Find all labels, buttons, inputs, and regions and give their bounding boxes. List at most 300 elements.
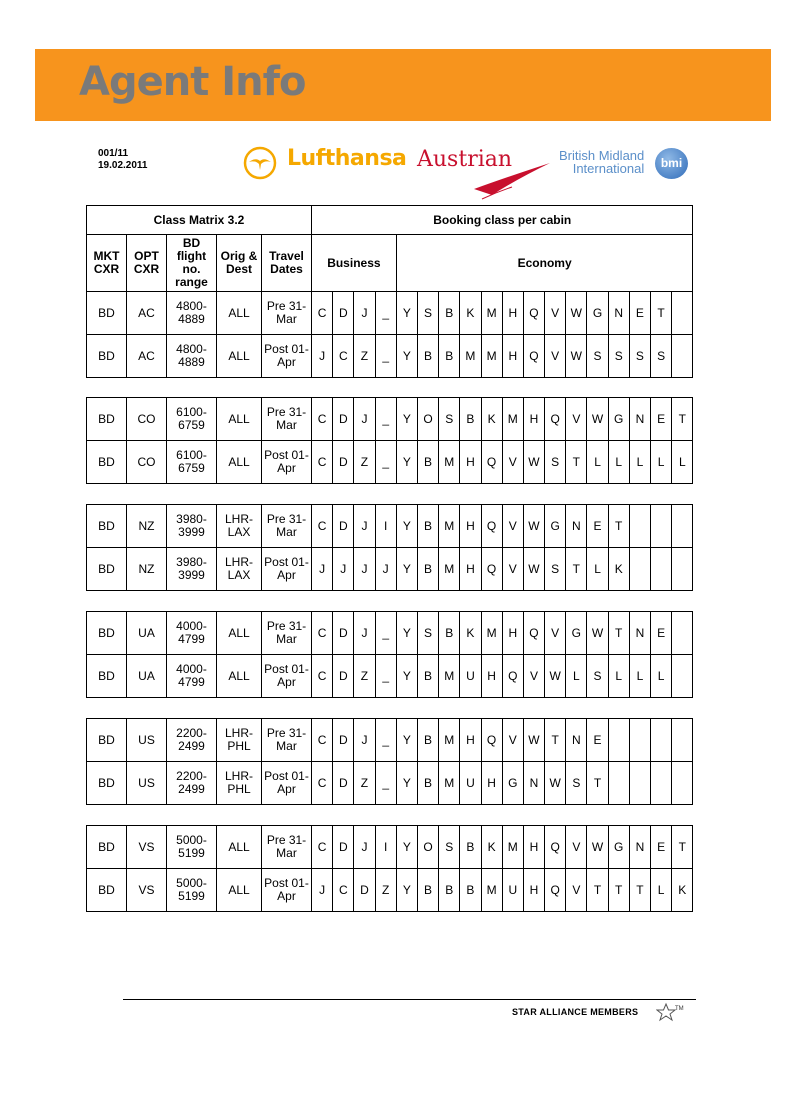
cell-flight-range: 2200-2499	[167, 719, 217, 762]
cell-booking-class: Y	[396, 548, 417, 591]
cell-orig-dest: ALL	[217, 869, 262, 912]
cell-booking-class: E	[629, 292, 650, 335]
cell-orig-dest: ALL	[217, 655, 262, 698]
cell-booking-class: D	[333, 762, 354, 805]
cell-mkt-cxr: BD	[87, 398, 127, 441]
cell-booking-class: _	[375, 398, 396, 441]
cell-booking-class	[672, 762, 693, 805]
cell-booking-class: L	[651, 655, 672, 698]
cell-booking-class: L	[651, 441, 672, 484]
cell-booking-class: N	[523, 762, 544, 805]
cell-booking-class: T	[587, 762, 608, 805]
table-row	[87, 505, 693, 548]
cell-orig-dest: ALL	[217, 398, 262, 441]
cell-booking-class: S	[545, 441, 566, 484]
cell-mkt-cxr: BD	[87, 655, 127, 698]
cell-booking-class: W	[523, 548, 544, 591]
cell-booking-class: D	[333, 292, 354, 335]
cell-opt-cxr: NZ	[127, 548, 167, 591]
cell-booking-class: H	[523, 826, 544, 869]
table-row	[87, 869, 693, 912]
cell-booking-class: L	[629, 441, 650, 484]
bmi-logo-text: British Midland International	[559, 148, 645, 176]
header-economy: Economy	[396, 235, 693, 292]
cell-booking-class: S	[545, 548, 566, 591]
class-matrix-table	[86, 611, 693, 698]
cell-booking-class: C	[312, 441, 333, 484]
cell-flight-range: 5000-5199	[167, 869, 217, 912]
cell-booking-class: B	[417, 655, 438, 698]
cell-orig-dest: ALL	[217, 441, 262, 484]
cell-opt-cxr: UA	[127, 655, 167, 698]
cell-opt-cxr: UA	[127, 612, 167, 655]
cell-travel-dates: Post 01-Apr	[262, 762, 312, 805]
cell-booking-class: Z	[354, 762, 375, 805]
cell-flight-range: 4800-4889	[167, 335, 217, 378]
cell-booking-class: Q	[481, 505, 502, 548]
cell-booking-class: C	[333, 869, 354, 912]
cell-booking-class	[651, 719, 672, 762]
cell-booking-class: M	[439, 548, 460, 591]
cell-mkt-cxr: BD	[87, 548, 127, 591]
table-row	[87, 398, 693, 441]
cell-orig-dest: ALL	[217, 335, 262, 378]
cell-booking-class: G	[566, 612, 587, 655]
cell-booking-class: L	[587, 548, 608, 591]
cell-booking-class: Z	[354, 335, 375, 378]
cell-booking-class	[672, 655, 693, 698]
class-matrix-table	[86, 718, 693, 805]
svg-text:TM: TM	[675, 1006, 684, 1012]
cell-booking-class: H	[460, 719, 481, 762]
cell-booking-class: Q	[481, 548, 502, 591]
table-row	[87, 335, 693, 378]
cell-flight-range: 6100-6759	[167, 441, 217, 484]
cell-booking-class	[608, 762, 629, 805]
lufthansa-crane-icon	[240, 145, 280, 181]
austrian-logo: Austrian	[417, 147, 513, 172]
cell-booking-class: Q	[502, 655, 523, 698]
cell-orig-dest: LHR-LAX	[217, 505, 262, 548]
cell-booking-class: S	[417, 292, 438, 335]
cell-orig-dest: ALL	[217, 826, 262, 869]
cell-booking-class: M	[460, 335, 481, 378]
cell-booking-class: I	[375, 826, 396, 869]
document-reference	[98, 148, 148, 172]
cell-booking-class	[651, 505, 672, 548]
cell-booking-class: _	[375, 719, 396, 762]
cell-booking-class: L	[608, 655, 629, 698]
cell-mkt-cxr: BD	[87, 762, 127, 805]
cell-opt-cxr: US	[127, 762, 167, 805]
cell-travel-dates: Post 01-Apr	[262, 869, 312, 912]
table-row	[87, 612, 693, 655]
cell-booking-class: K	[481, 398, 502, 441]
header-orig-dest: Orig & Dest	[217, 235, 262, 292]
cell-booking-class: V	[502, 505, 523, 548]
cell-booking-class: T	[545, 719, 566, 762]
cell-booking-class: E	[587, 505, 608, 548]
cell-booking-class: B	[439, 292, 460, 335]
cell-booking-class: M	[439, 762, 460, 805]
document-number: 001/11	[98, 148, 129, 159]
header-travel-dates: Travel Dates	[262, 235, 312, 292]
cell-booking-class: W	[523, 719, 544, 762]
cell-booking-class: N	[566, 505, 587, 548]
cell-booking-class: V	[523, 655, 544, 698]
cell-booking-class: L	[587, 441, 608, 484]
cell-booking-class: S	[651, 335, 672, 378]
cell-mkt-cxr: BD	[87, 826, 127, 869]
cell-booking-class: _	[375, 612, 396, 655]
cell-booking-class: Q	[481, 719, 502, 762]
class-matrix-table	[86, 397, 693, 484]
cell-travel-dates: Post 01-Apr	[262, 335, 312, 378]
cell-booking-class: _	[375, 441, 396, 484]
cell-booking-class	[651, 762, 672, 805]
cell-booking-class: _	[375, 292, 396, 335]
table-row	[87, 826, 693, 869]
cell-orig-dest: ALL	[217, 292, 262, 335]
table-row	[87, 441, 693, 484]
header-opt-cxr: OPT CXR	[127, 235, 167, 292]
cell-booking-class: K	[460, 292, 481, 335]
cell-booking-class: B	[439, 869, 460, 912]
cell-booking-class: M	[481, 869, 502, 912]
cell-booking-class: Y	[396, 719, 417, 762]
cell-booking-class	[629, 762, 650, 805]
cell-booking-class: Q	[545, 826, 566, 869]
cell-booking-class: J	[312, 548, 333, 591]
cell-booking-class: O	[417, 398, 438, 441]
cell-booking-class: C	[312, 505, 333, 548]
cell-booking-class: Q	[523, 612, 544, 655]
cell-booking-class: W	[523, 441, 544, 484]
cell-orig-dest: LHR-PHL	[217, 719, 262, 762]
cell-booking-class: J	[354, 719, 375, 762]
cell-booking-class: L	[629, 655, 650, 698]
cell-booking-class: N	[566, 719, 587, 762]
cell-opt-cxr: AC	[127, 335, 167, 378]
cell-booking-class: C	[312, 719, 333, 762]
cell-booking-class: D	[333, 398, 354, 441]
cell-opt-cxr: CO	[127, 441, 167, 484]
class-matrix-table	[86, 504, 693, 591]
cell-booking-class: Z	[354, 655, 375, 698]
cell-booking-class: V	[566, 869, 587, 912]
cell-booking-class: N	[629, 612, 650, 655]
cell-booking-class: Y	[396, 292, 417, 335]
cell-booking-class: _	[375, 762, 396, 805]
cell-booking-class: J	[354, 398, 375, 441]
class-matrix-table	[86, 205, 693, 378]
cell-booking-class	[672, 548, 693, 591]
cell-booking-class: D	[354, 869, 375, 912]
cell-travel-dates: Post 01-Apr	[262, 441, 312, 484]
cell-booking-class: H	[460, 505, 481, 548]
cell-booking-class: J	[312, 869, 333, 912]
table-row	[87, 762, 693, 805]
cell-booking-class: Y	[396, 335, 417, 378]
cell-booking-class: Q	[545, 869, 566, 912]
cell-booking-class: K	[481, 826, 502, 869]
cell-booking-class: H	[460, 548, 481, 591]
cell-booking-class: L	[608, 441, 629, 484]
cell-opt-cxr: CO	[127, 398, 167, 441]
cell-booking-class: B	[460, 869, 481, 912]
cell-booking-class: M	[502, 398, 523, 441]
cell-orig-dest: LHR-LAX	[217, 548, 262, 591]
cell-booking-class: W	[587, 398, 608, 441]
cell-booking-class: Q	[545, 398, 566, 441]
cell-opt-cxr: US	[127, 719, 167, 762]
cell-booking-class: G	[502, 762, 523, 805]
cell-booking-class: H	[502, 335, 523, 378]
cell-booking-class: H	[481, 655, 502, 698]
cell-booking-class: J	[312, 335, 333, 378]
cell-booking-class: Y	[396, 505, 417, 548]
cell-booking-class: E	[651, 612, 672, 655]
cell-mkt-cxr: BD	[87, 505, 127, 548]
cell-booking-class: E	[651, 398, 672, 441]
cell-booking-class: V	[545, 292, 566, 335]
cell-booking-class: C	[312, 292, 333, 335]
cell-booking-class: H	[460, 441, 481, 484]
booking-class-title: Booking class per cabin	[312, 206, 693, 235]
cell-flight-range: 4000-4799	[167, 612, 217, 655]
cell-booking-class	[672, 719, 693, 762]
cell-booking-class: T	[672, 398, 693, 441]
cell-booking-class: T	[566, 548, 587, 591]
footer-divider	[123, 999, 696, 1000]
cell-booking-class: Q	[523, 292, 544, 335]
cell-booking-class: J	[375, 548, 396, 591]
cell-booking-class: H	[481, 762, 502, 805]
cell-booking-class: J	[354, 505, 375, 548]
cell-travel-dates: Post 01-Apr	[262, 655, 312, 698]
cell-booking-class: V	[502, 441, 523, 484]
cell-opt-cxr: NZ	[127, 505, 167, 548]
cell-booking-class: T	[587, 869, 608, 912]
cell-booking-class: W	[566, 335, 587, 378]
table-row	[87, 292, 693, 335]
cell-booking-class: U	[502, 869, 523, 912]
cell-booking-class: C	[312, 826, 333, 869]
cell-booking-class: B	[439, 335, 460, 378]
cell-booking-class: B	[417, 548, 438, 591]
cell-booking-class: W	[587, 826, 608, 869]
cell-booking-class: E	[651, 826, 672, 869]
cell-booking-class: D	[333, 719, 354, 762]
cell-booking-class: J	[333, 548, 354, 591]
cell-booking-class: D	[333, 826, 354, 869]
cell-travel-dates: Pre 31-Mar	[262, 612, 312, 655]
cell-booking-class: Y	[396, 869, 417, 912]
cell-booking-class: S	[587, 655, 608, 698]
cell-booking-class: J	[354, 826, 375, 869]
cell-travel-dates: Pre 31-Mar	[262, 292, 312, 335]
star-alliance-icon	[656, 1002, 686, 1022]
cell-booking-class: L	[566, 655, 587, 698]
cell-opt-cxr: VS	[127, 869, 167, 912]
cell-booking-class: M	[439, 441, 460, 484]
document-date: 19.02.2011	[98, 160, 148, 171]
cell-booking-class: D	[333, 612, 354, 655]
header-flight-range: BD flight no. range	[167, 235, 217, 292]
cell-booking-class: D	[333, 655, 354, 698]
cell-mkt-cxr: BD	[87, 869, 127, 912]
cell-opt-cxr: VS	[127, 826, 167, 869]
cell-booking-class: D	[333, 441, 354, 484]
cell-booking-class: H	[523, 398, 544, 441]
cell-booking-class: B	[417, 441, 438, 484]
bmi-badge: bmi	[655, 148, 688, 179]
cell-booking-class: W	[523, 505, 544, 548]
cell-booking-class: T	[608, 505, 629, 548]
cell-flight-range: 6100-6759	[167, 398, 217, 441]
cell-booking-class: B	[417, 869, 438, 912]
cell-booking-class: C	[312, 398, 333, 441]
cell-booking-class: N	[629, 398, 650, 441]
cell-travel-dates: Post 01-Apr	[262, 548, 312, 591]
header-business: Business	[312, 235, 397, 292]
cell-booking-class: C	[333, 335, 354, 378]
cell-booking-class: G	[608, 398, 629, 441]
cell-booking-class: T	[608, 612, 629, 655]
cell-booking-class: Z	[375, 869, 396, 912]
cell-flight-range: 4800-4889	[167, 292, 217, 335]
table-row	[87, 655, 693, 698]
cell-booking-class: N	[608, 292, 629, 335]
cell-booking-class	[651, 548, 672, 591]
cell-booking-class	[629, 719, 650, 762]
cell-booking-class: V	[502, 548, 523, 591]
cell-booking-class	[672, 335, 693, 378]
cell-orig-dest: ALL	[217, 612, 262, 655]
cell-flight-range: 5000-5199	[167, 826, 217, 869]
cell-booking-class: V	[566, 826, 587, 869]
cell-booking-class: J	[354, 548, 375, 591]
cell-booking-class: T	[566, 441, 587, 484]
cell-booking-class: _	[375, 335, 396, 378]
lufthansa-logo: Lufthansa	[287, 146, 407, 171]
airline-logos	[240, 140, 690, 200]
cell-booking-class: V	[545, 612, 566, 655]
cell-mkt-cxr: BD	[87, 719, 127, 762]
cell-booking-class: V	[545, 335, 566, 378]
cell-booking-class: I	[375, 505, 396, 548]
cell-booking-class: V	[502, 719, 523, 762]
cell-booking-class: G	[545, 505, 566, 548]
cell-booking-class: J	[354, 292, 375, 335]
cell-booking-class: Y	[396, 612, 417, 655]
cell-booking-class: H	[502, 292, 523, 335]
class-matrix-table	[86, 825, 693, 912]
cell-booking-class: B	[417, 505, 438, 548]
cell-booking-class: S	[587, 335, 608, 378]
table-row	[87, 719, 693, 762]
cell-booking-class: Y	[396, 398, 417, 441]
cell-opt-cxr: AC	[127, 292, 167, 335]
cell-booking-class: J	[354, 612, 375, 655]
page-title: Agent Info	[79, 59, 306, 105]
cell-flight-range: 4000-4799	[167, 655, 217, 698]
cell-booking-class: B	[460, 398, 481, 441]
cell-mkt-cxr: BD	[87, 441, 127, 484]
cell-booking-class: M	[439, 719, 460, 762]
cell-booking-class: W	[545, 762, 566, 805]
matrix-title: Class Matrix 3.2	[87, 206, 312, 235]
cell-flight-range: 3980-3999	[167, 548, 217, 591]
cell-booking-class: B	[439, 612, 460, 655]
austrian-swoosh-icon	[472, 157, 552, 202]
cell-flight-range: 3980-3999	[167, 505, 217, 548]
cell-booking-class: G	[587, 292, 608, 335]
footer-text: STAR ALLIANCE MEMBERS	[512, 1007, 639, 1017]
cell-booking-class: S	[439, 826, 460, 869]
cell-booking-class: Y	[396, 826, 417, 869]
cell-booking-class: M	[502, 826, 523, 869]
cell-booking-class: C	[312, 612, 333, 655]
cell-booking-class: B	[460, 826, 481, 869]
cell-booking-class: Y	[396, 441, 417, 484]
header-banner	[35, 49, 771, 121]
cell-booking-class: O	[417, 826, 438, 869]
cell-booking-class: S	[566, 762, 587, 805]
cell-booking-class: T	[629, 869, 650, 912]
cell-booking-class: K	[608, 548, 629, 591]
cell-mkt-cxr: BD	[87, 335, 127, 378]
cell-booking-class: U	[460, 762, 481, 805]
cell-booking-class: W	[587, 612, 608, 655]
cell-booking-class: S	[417, 612, 438, 655]
cell-booking-class	[629, 505, 650, 548]
cell-booking-class: Y	[396, 762, 417, 805]
cell-booking-class: M	[481, 335, 502, 378]
cell-booking-class	[629, 548, 650, 591]
cell-booking-class: M	[439, 655, 460, 698]
cell-booking-class: K	[460, 612, 481, 655]
cell-booking-class	[608, 719, 629, 762]
cell-booking-class: Z	[354, 441, 375, 484]
cell-booking-class: Q	[481, 441, 502, 484]
cell-booking-class: S	[439, 398, 460, 441]
cell-booking-class: W	[566, 292, 587, 335]
cell-booking-class: L	[672, 441, 693, 484]
cell-booking-class: T	[608, 869, 629, 912]
cell-booking-class: V	[566, 398, 587, 441]
cell-travel-dates: Pre 31-Mar	[262, 398, 312, 441]
cell-booking-class: M	[481, 292, 502, 335]
cell-booking-class: L	[651, 869, 672, 912]
cell-booking-class: G	[608, 826, 629, 869]
cell-booking-class	[672, 612, 693, 655]
cell-travel-dates: Pre 31-Mar	[262, 505, 312, 548]
cell-booking-class: M	[439, 505, 460, 548]
cell-booking-class	[672, 505, 693, 548]
cell-booking-class: C	[312, 762, 333, 805]
cell-booking-class: E	[587, 719, 608, 762]
cell-booking-class: S	[608, 335, 629, 378]
cell-booking-class: B	[417, 762, 438, 805]
cell-orig-dest: LHR-PHL	[217, 762, 262, 805]
cell-booking-class	[672, 292, 693, 335]
cell-booking-class: U	[460, 655, 481, 698]
cell-booking-class: T	[672, 826, 693, 869]
cell-booking-class: C	[312, 655, 333, 698]
cell-booking-class: H	[523, 869, 544, 912]
cell-booking-class: T	[651, 292, 672, 335]
